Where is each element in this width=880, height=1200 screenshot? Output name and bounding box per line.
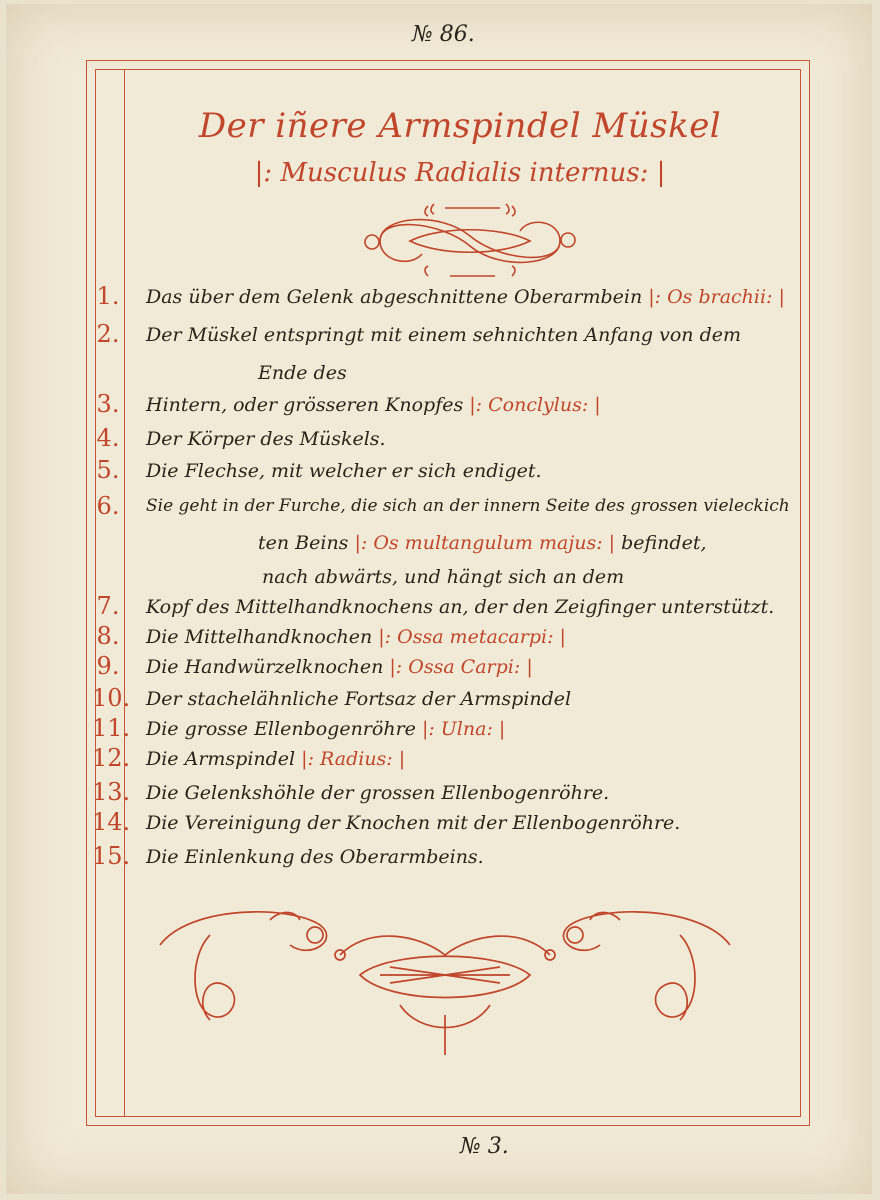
item-line <box>146 656 533 678</box>
item-text: Die Flechse, mit welcher er sich endiget. <box>146 460 542 482</box>
page-number-top: № 86. <box>412 22 475 47</box>
item-line <box>146 394 601 416</box>
item-latin-term: |: Os multangulum majus: | <box>348 532 616 554</box>
item-line <box>146 718 505 740</box>
item-number: 8. <box>96 622 120 650</box>
item-line <box>258 532 707 554</box>
item-text: Kopf des Mittelhandknochens an, der den Zeigfinger unterstützt. <box>146 596 775 618</box>
item-line <box>146 324 741 346</box>
item-text: Das über dem Gelenk abgeschnittene Oberarmbein <box>146 286 643 308</box>
item-number: 12. <box>92 744 131 772</box>
item-text: Die Armspindel <box>146 748 296 770</box>
item-text: nach abwärts, und hängt sich an dem <box>262 566 625 588</box>
item-line <box>258 362 347 384</box>
item-number: 11. <box>92 714 131 742</box>
number-column-rule <box>124 69 125 1116</box>
item-latin-term: |: Conclylus: | <box>463 394 601 416</box>
item-number: 7. <box>96 592 120 620</box>
item-latin-term: |: Radius: | <box>295 748 406 770</box>
item-latin-term: |: Ossa Carpi: | <box>383 656 533 678</box>
item-number: 15. <box>92 842 131 870</box>
item-latin-term: |: Os brachii: | <box>642 286 785 308</box>
top-flourish-ornament <box>350 196 590 286</box>
item-line <box>146 596 774 618</box>
item-number: 6. <box>96 492 120 520</box>
item-number: 14. <box>92 808 131 836</box>
item-text: Ende des <box>258 362 347 384</box>
item-number: 3. <box>96 390 120 418</box>
item-latin-term: |: Ulna: | <box>415 718 506 740</box>
item-number: 4. <box>96 424 120 452</box>
item-line <box>146 626 566 648</box>
item-line <box>262 566 624 588</box>
item-text-after: befindet, <box>615 532 707 554</box>
item-text: Sie geht in der Furche, die sich an der innern Seite des grossen vieleckich <box>146 496 790 516</box>
item-number: 13. <box>92 778 131 806</box>
item-latin-term: |: Ossa metacarpi: | <box>372 626 566 648</box>
item-text: Die Einlenkung des Oberarmbeins. <box>146 846 484 868</box>
item-line <box>146 428 386 450</box>
item-number: 10. <box>92 684 131 712</box>
item-line <box>146 286 785 308</box>
item-line <box>146 782 609 804</box>
item-line <box>146 460 542 482</box>
item-text: Der Körper des Müskels. <box>146 428 386 450</box>
item-text: ten Beins <box>258 532 349 554</box>
item-line <box>146 688 571 710</box>
bottom-flourish-ornament <box>150 895 740 1065</box>
item-text: Der Müskel entspringt mit einem sehnichten Anfang von dem <box>146 324 742 346</box>
item-text: Der stachelähnliche Fortsaz der Armspindel <box>146 688 572 710</box>
item-line <box>146 496 790 516</box>
item-line <box>146 846 484 868</box>
page-number-bottom: № 3. <box>460 1134 509 1159</box>
item-line <box>146 748 405 770</box>
item-line <box>146 812 680 834</box>
item-number: 5. <box>96 456 120 484</box>
item-text: Hintern, oder grösseren Knopfes <box>146 394 464 416</box>
item-text: Die grosse Ellenbogenröhre <box>146 718 416 740</box>
item-number: 9. <box>96 652 120 680</box>
item-text: Die Handwürzelknochen <box>146 656 384 678</box>
page-subtitle: |: Musculus Radialis internus: | <box>254 158 666 188</box>
item-text: Die Mittelhandknochen <box>146 626 373 648</box>
page-title: Der iñere Armspindel Müskel <box>198 106 722 146</box>
item-number: 1. <box>96 282 120 310</box>
item-text: Die Vereinigung der Knochen mit der Ellenbogenröhre. <box>146 812 681 834</box>
item-number: 2. <box>96 320 120 348</box>
item-text: Die Gelenkshöhle der grossen Ellenbogenröhre. <box>146 782 610 804</box>
